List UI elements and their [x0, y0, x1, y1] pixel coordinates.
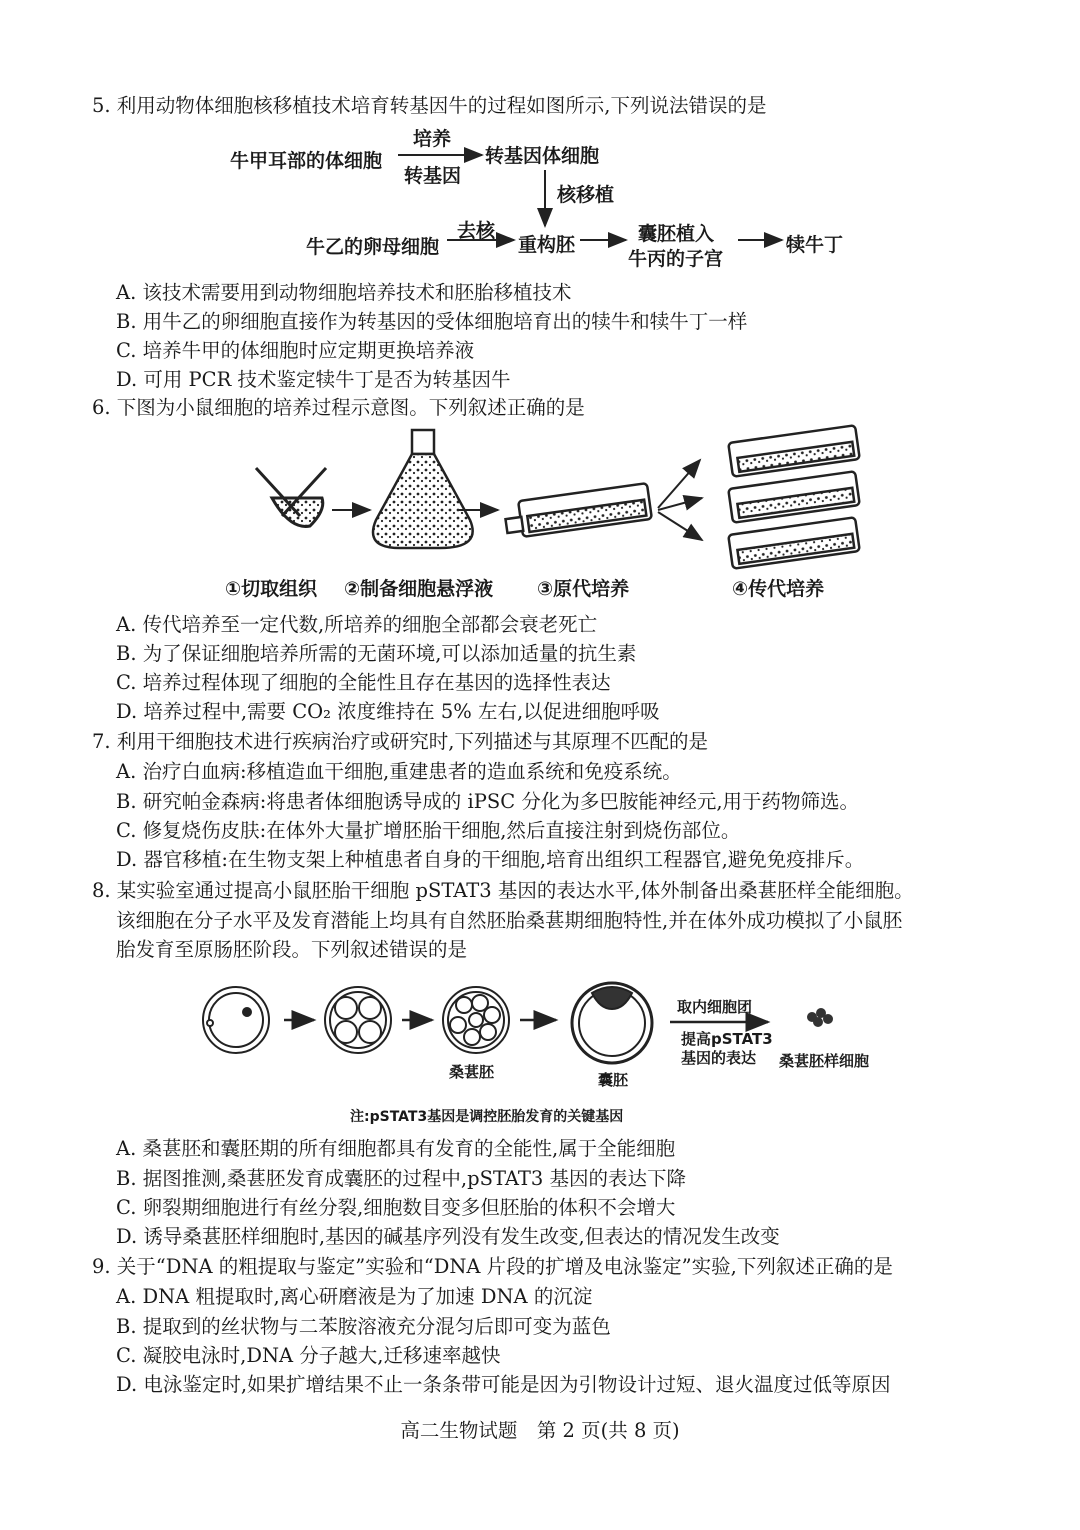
q6-stem: 6. 下图为小鼠细胞的培养过程示意图。下列叙述正确的是	[92, 396, 585, 419]
q5-arrow1-bottom: 转基因	[404, 165, 462, 187]
q9-option-d: D. 电泳鉴定时,如果扩增结果不止一条条带可能是因为引物设计过短、退火温度过低等原因	[116, 1373, 891, 1396]
q8-blastocyst-label: 囊胚	[598, 1071, 629, 1089]
q8-option-b: B. 据图推测,桑葚胚发育成囊胚的过程中,pSTAT3 基因的表达下降	[116, 1167, 687, 1190]
q6-label-3: ③原代培养	[537, 578, 630, 600]
q6-label-4: ④传代培养	[732, 578, 825, 600]
q8-result-label: 桑葚胚样细胞	[779, 1052, 870, 1070]
q8-arrow-top: 取内细胞团	[677, 998, 753, 1016]
q5-arrow2-top: 去核	[457, 220, 496, 242]
blastocyst-icon	[572, 983, 652, 1063]
q5-option-d: D. 可用 PCR 技术鉴定犊牛丁是否为转基因牛	[116, 368, 511, 391]
q6-label-1: ①切取组织	[225, 578, 318, 600]
q8-stem-line2: 该细胞在分子水平及发育潜能上均具有自然胚胎桑葚期细胞特性,并在体外成功模拟了小鼠胚	[116, 909, 903, 932]
q5-down-arrow-label: 核移植	[557, 184, 615, 206]
q7-option-c: C. 修复烧伤皮肤:在体外大量扩增胚胎干细胞,然后直接注射到烧伤部位。	[116, 819, 741, 842]
q7-stem: 7. 利用干细胞技术进行疾病治疗或研究时,下列描述与其原理不匹配的是	[92, 730, 709, 753]
q8-option-d: D. 诱导桑葚胚样细胞时,基因的碱基序列没有发生改变,但表达的情况发生改变	[116, 1225, 780, 1248]
q9-option-b: B. 提取到的丝状物与二苯胺溶液充分混匀后即可变为蓝色	[116, 1315, 611, 1338]
q5-reconstructed: 重构胚	[518, 234, 576, 256]
q8-morula-label: 桑葚胚	[449, 1063, 495, 1081]
q5-arrows	[0, 0, 1080, 300]
q6-label-2: ②制备细胞悬浮液	[344, 578, 494, 600]
q5-source-cell: 牛甲耳部的体细胞	[230, 150, 383, 172]
q8-arrow-bottom2: 基因的表达	[681, 1049, 757, 1067]
subculture-bottles-icon	[728, 425, 859, 568]
q8-figure	[0, 975, 1080, 1085]
q9-stem: 9. 关于“DNA 的粗提取与鉴定”实验和“DNA 片段的扩增及电泳鉴定”实验,下列叙述正确的是	[92, 1255, 893, 1278]
q7-option-b: B. 研究帕金森病:将患者体细胞诱导成的 iPSC 分化为多巴胺能神经元,用于药物筛选。	[116, 790, 860, 813]
zygote-icon	[203, 987, 269, 1053]
q5-option-c: C. 培养牛甲的体细胞时应定期更换培养液	[116, 339, 475, 362]
q6-option-c: C. 培养过程体现了细胞的全能性且存在基因的选择性表达	[116, 671, 611, 694]
q5-stem: 5. 利用动物体细胞核移植技术培育转基因牛的过程如图所示,下列说法错误的是	[92, 94, 767, 117]
q9-option-c: C. 凝胶电泳时,DNA 分子越大,迁移速率越快	[116, 1344, 501, 1367]
tissue-cutting-icon	[256, 468, 326, 526]
q5-calf: 犊牛丁	[786, 234, 844, 256]
q7-option-a: A. 治疗白血病:移植造血干细胞,重建患者的造血系统和免疫系统。	[116, 760, 682, 783]
q8-option-c: C. 卵裂期细胞进行有丝分裂,细胞数目变多但胚胎的体积不会增大	[116, 1196, 676, 1219]
q5-oocyte: 牛乙的卵母细胞	[306, 236, 440, 258]
page-footer: 高二生物试题 第 2 页(共 8 页)	[400, 1419, 680, 1442]
flask-icon	[373, 430, 473, 548]
culture-bottle-icon	[506, 483, 652, 537]
q8-option-a: A. 桑葚胚和囊胚期的所有细胞都具有发育的全能性,属于全能细胞	[116, 1137, 676, 1160]
q8-stem-line1: 8. 某实验室通过提高小鼠胚胎干细胞 pSTAT3 基因的表达水平,体外制备出桑葚胚样全能细胞。	[92, 879, 914, 902]
q5-arrow1-top: 培养	[413, 128, 452, 150]
morula-like-cells-icon	[807, 1008, 833, 1027]
q6-option-b: B. 为了保证细胞培养所需的无菌环境,可以添加适量的抗生素	[116, 642, 637, 665]
q9-option-a: A. DNA 粗提取时,离心研磨液是为了加速 DNA 的沉淀	[116, 1285, 593, 1308]
q5-transfer-line1: 囊胚植入	[638, 223, 715, 245]
q8-arrow-bottom1: 提高pSTAT3	[681, 1030, 773, 1048]
q8-stem-line3: 胎发育至原肠胚阶段。下列叙述错误的是	[116, 938, 468, 961]
q5-option-b: B. 用牛乙的卵细胞直接作为转基因的受体细胞培育出的犊牛和犊牛丁一样	[116, 310, 748, 333]
q7-option-d: D. 器官移植:在生物支架上种植患者自身的干细胞,培育出组织工程器官,避免免疫排斥。	[116, 848, 865, 871]
q6-arrow3c	[658, 512, 702, 540]
four-cell-embryo-icon	[325, 987, 391, 1053]
q6-option-a: A. 传代培养至一定代数,所培养的细胞全部都会衰老死亡	[116, 613, 598, 636]
q5-transgenic-cell: 转基因体细胞	[485, 145, 600, 167]
q5-transfer-line2: 牛丙的子宫	[628, 248, 724, 270]
morula-icon	[443, 987, 509, 1053]
q6-figure	[0, 420, 1080, 570]
q5-option-a: A. 该技术需要用到动物细胞培养技术和胚胎移植技术	[116, 281, 572, 304]
q8-note: 注:pSTAT3基因是调控胚胎发育的关键基因	[350, 1109, 624, 1125]
q6-option-d: D. 培养过程中,需要 CO₂ 浓度维持在 5% 左右,以促进细胞呼吸	[116, 700, 660, 723]
